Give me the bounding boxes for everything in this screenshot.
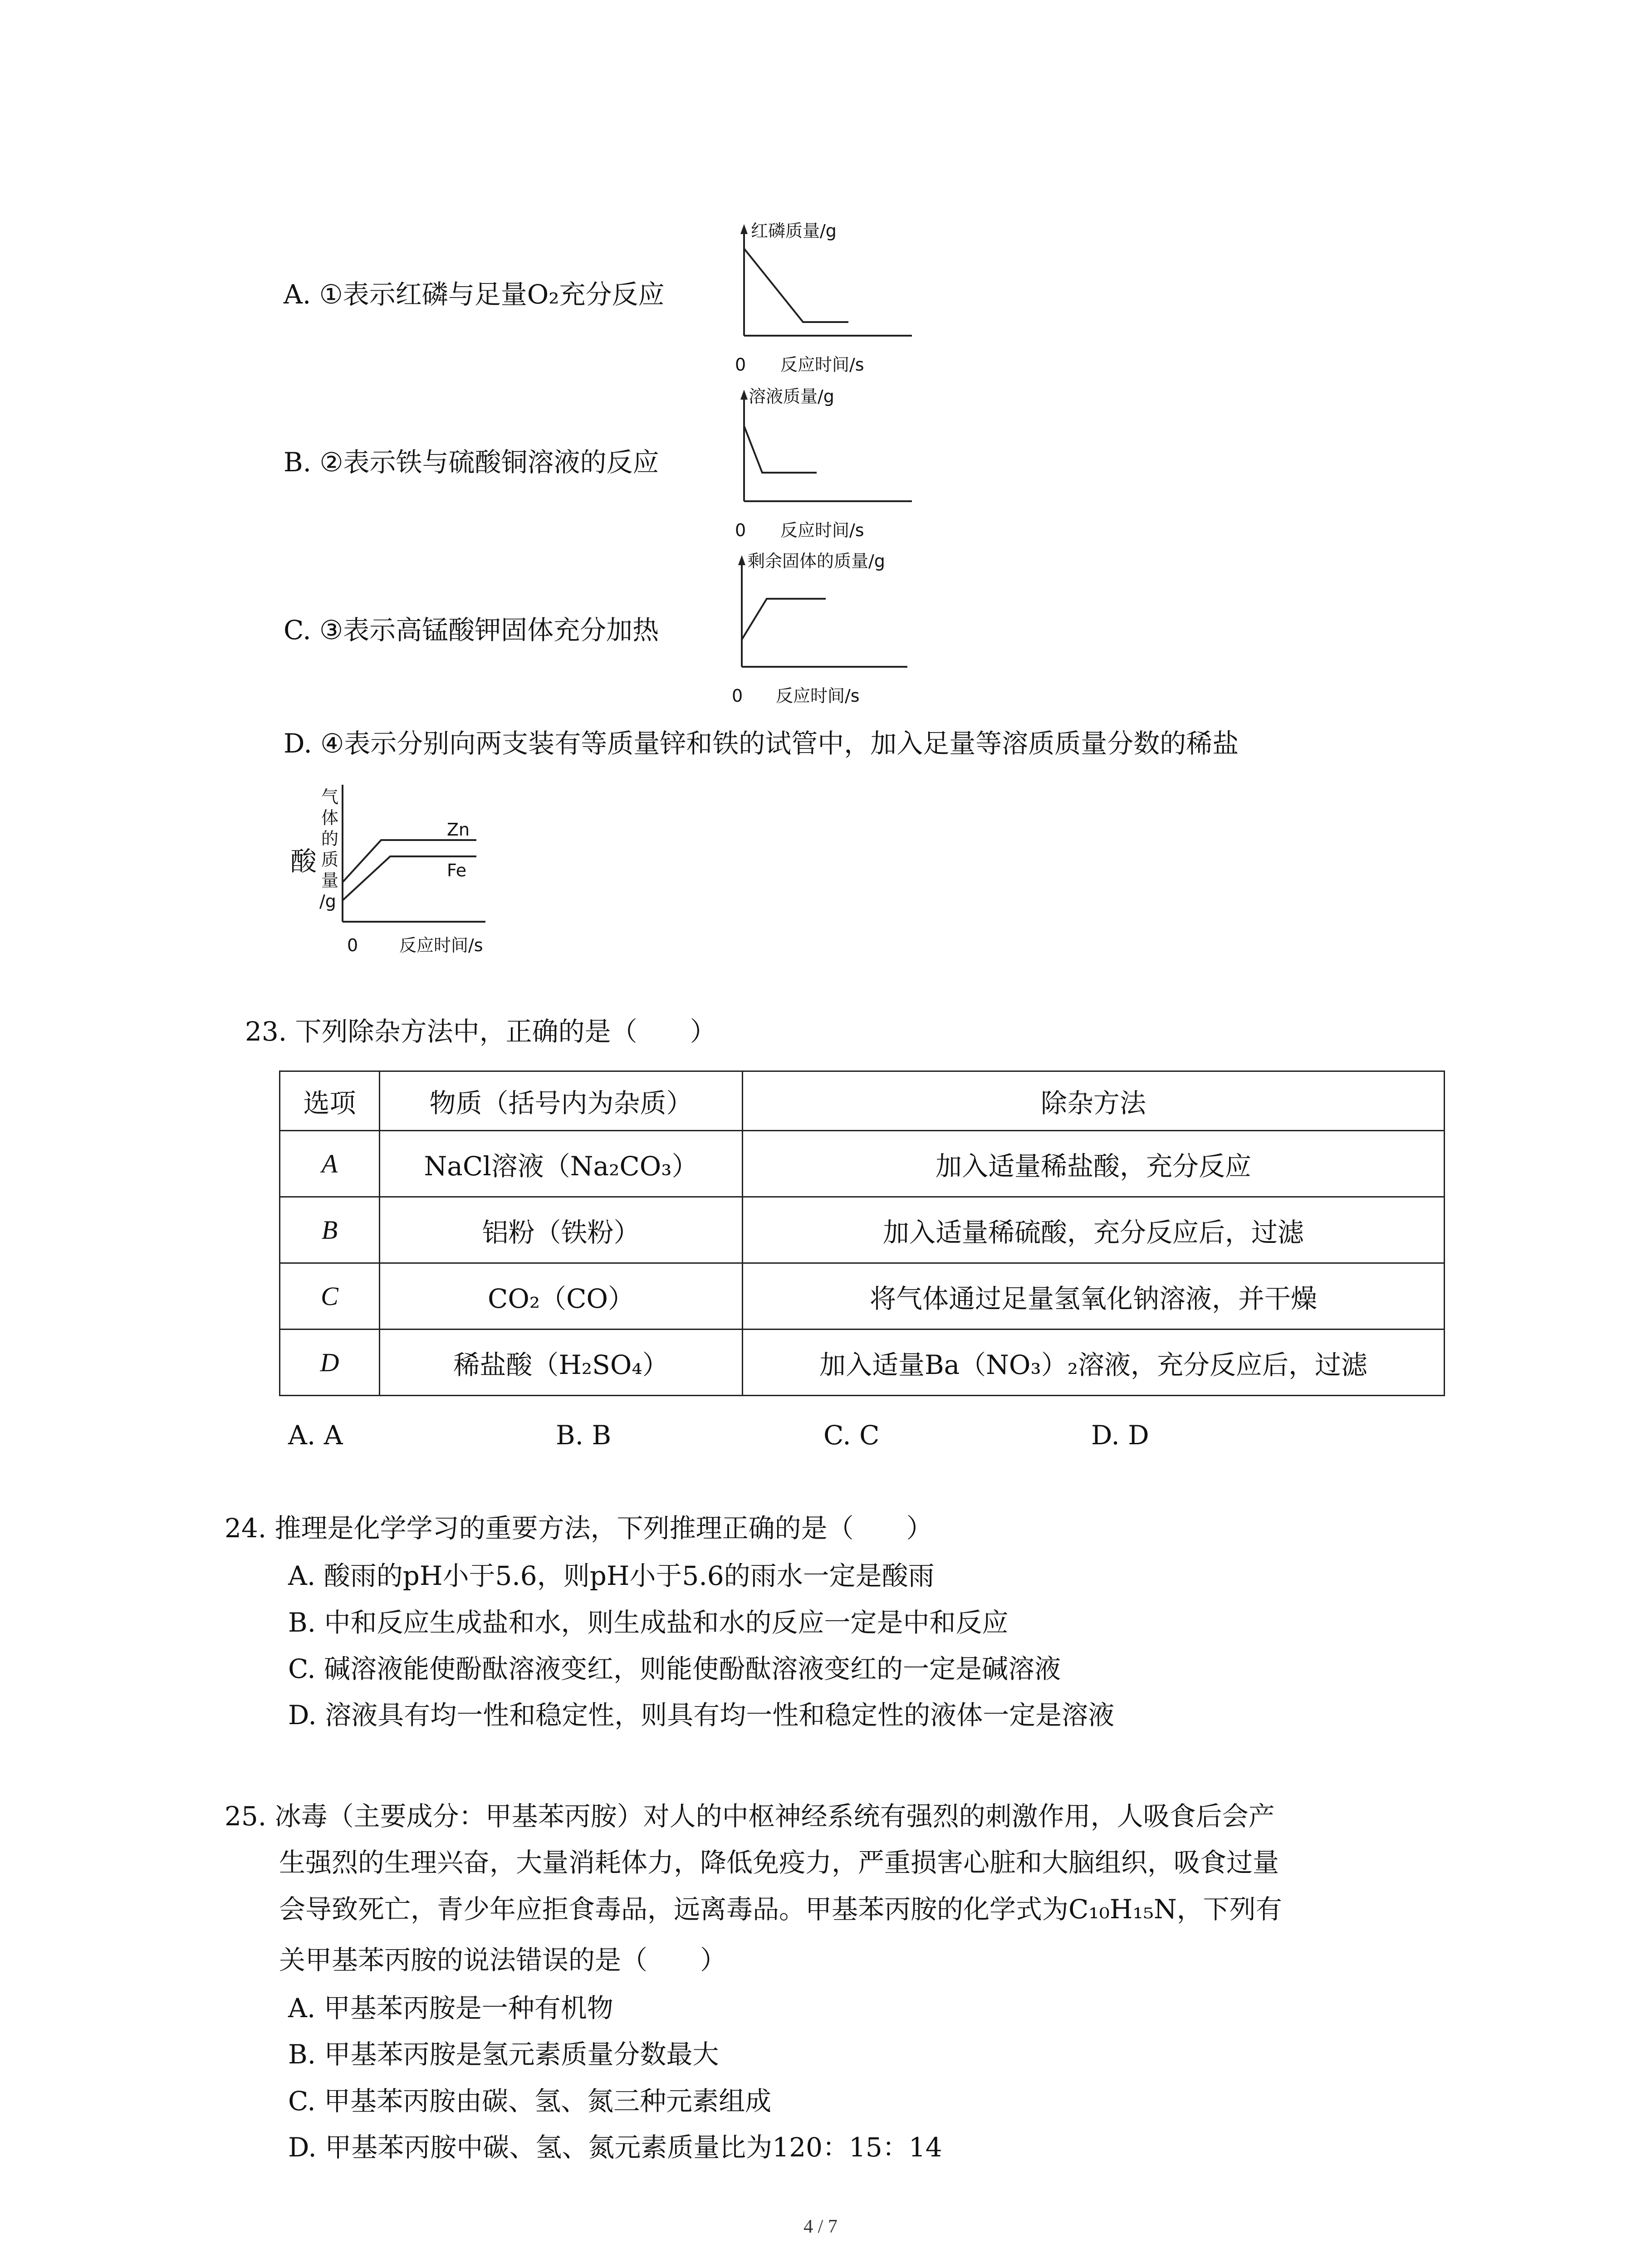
q22-option-c: C. ③表示高锰酸钾固体充分加热 bbox=[284, 615, 659, 645]
graph-1-curve bbox=[744, 249, 848, 322]
q24-option-d: D. 溶液具有均一性和稳定性，则具有均一性和稳定性的液体一定是溶液 bbox=[288, 1700, 1115, 1730]
graph-3-ylabel: 剩余固体的质量/g bbox=[748, 551, 885, 571]
table-row bbox=[280, 1131, 1445, 1197]
graph-3-curve bbox=[742, 599, 826, 640]
q23-table bbox=[279, 1070, 1445, 1396]
q23-choice-b: B. B bbox=[556, 1420, 612, 1451]
graph-1-ylabel: 红磷质量/g bbox=[751, 221, 837, 241]
table-cell-substance: 稀盐酸（H₂SO₄） bbox=[380, 1330, 743, 1396]
q25-option-c: C. 甲基苯丙胺由碳、氢、氮三种元素组成 bbox=[288, 2086, 772, 2116]
graph-4-ylabel-3: 的 bbox=[321, 829, 339, 849]
q22-option-b: B. ②表示铁与硫酸铜溶液的反应 bbox=[284, 447, 659, 478]
table-cell-substance: 铝粉（铁粉） bbox=[380, 1197, 743, 1263]
graph-2-xlabel: 反应时间/s bbox=[780, 520, 864, 540]
q24-option-c: C. 碱溶液能使酚酞溶液变红，则能使酚酞溶液变红的一定是碱溶液 bbox=[288, 1653, 1061, 1684]
q22-option-a: A. ①表示红磷与足量O₂充分反应 bbox=[284, 279, 665, 310]
table-cell-method: 将气体通过足量氢氧化钠溶液，并干燥 bbox=[743, 1263, 1445, 1330]
graph-1-origin: 0 bbox=[735, 355, 746, 375]
q25-option-d: D. 甲基苯丙胺中碳、氢、氮元素质量比为120：15：14 bbox=[288, 2132, 942, 2163]
table-cell-option: A bbox=[280, 1131, 380, 1197]
graph-4-series-fe: Fe bbox=[447, 860, 467, 880]
table-cell-method: 加入适量稀硫酸，充分反应后，过滤 bbox=[743, 1197, 1445, 1263]
graph-4-origin: 0 bbox=[347, 935, 358, 955]
q23-choice-c: C. C bbox=[823, 1420, 880, 1451]
q25-option-b: B. 甲基苯丙胺是氢元素质量分数最大 bbox=[288, 2039, 719, 2070]
graph-2-origin: 0 bbox=[735, 520, 746, 540]
graph-2-svg bbox=[726, 388, 916, 524]
graph-4-ylabel-1: 气 bbox=[321, 787, 339, 807]
graph-4-ylabel-2: 体 bbox=[321, 808, 339, 828]
table-cell-method: 加入适量Ba（NO₃）₂溶液，充分反应后，过滤 bbox=[743, 1330, 1445, 1396]
table-header-row bbox=[280, 1071, 1445, 1131]
q23-choice-d: D. D bbox=[1091, 1420, 1149, 1451]
q24-option-b: B. 中和反应生成盐和水，则生成盐和水的反应一定是中和反应 bbox=[288, 1607, 1009, 1638]
graph-4-ylabel-5: 量 bbox=[321, 870, 339, 890]
table-cell-option: C bbox=[280, 1263, 380, 1330]
graph-1-svg bbox=[726, 222, 916, 358]
table-cell-option: D bbox=[280, 1330, 380, 1396]
table-cell-substance: CO₂（CO） bbox=[380, 1263, 743, 1330]
table-header-cell: 选项 bbox=[280, 1071, 380, 1131]
graph-4-xlabel: 反应时间/s bbox=[399, 935, 483, 955]
q24-option-a: A. 酸雨的pH小于5.6，则pH小于5.6的雨水一定是酸雨 bbox=[288, 1560, 935, 1591]
graph-4-svg bbox=[340, 780, 495, 939]
graph-1-xlabel: 反应时间/s bbox=[780, 355, 864, 375]
table-row bbox=[280, 1263, 1445, 1330]
graph-3-xlabel: 反应时间/s bbox=[776, 686, 860, 706]
q22-option-d: D. ④表示分别向两支装有等质量锌和铁的试管中，加入足量等溶质质量分数的稀盐 bbox=[284, 728, 1239, 759]
q25-option-a: A. 甲基苯丙胺是一种有机物 bbox=[288, 1993, 613, 2024]
q23-choice-a: A. A bbox=[288, 1420, 343, 1451]
q22-option-d-cont: 酸 bbox=[290, 846, 317, 877]
q24-stem: 24. 推理是化学学习的重要方法，下列推理正确的是（ ） bbox=[225, 1513, 933, 1544]
page-number: 4 / 7 bbox=[803, 2216, 838, 2237]
table-header-cell: 除杂方法 bbox=[743, 1071, 1445, 1131]
q25-line-2: 生强烈的生理兴奋，大量消耗体力，降低免疫力，严重损害心脏和大脑组织，吸食过量 bbox=[279, 1847, 1279, 1878]
graph-2-curve bbox=[744, 426, 817, 473]
q25-line-1: 25. 冰毒（主要成分：甲基苯丙胺）对人的中枢神经系统有强烈的刺激作用，人吸食后会产 bbox=[225, 1801, 1275, 1832]
graph-4-ylabel-4: 质 bbox=[321, 850, 339, 870]
table-row bbox=[280, 1197, 1445, 1263]
graph-4-series-zn: Zn bbox=[447, 820, 470, 840]
q25-line-4: 关甲基苯丙胺的说法错误的是（ ） bbox=[279, 1945, 727, 1975]
table-cell-method: 加入适量稀盐酸，充分反应 bbox=[743, 1131, 1445, 1197]
table-header-cell: 物质（括号内为杂质） bbox=[380, 1071, 743, 1131]
q23-stem: 23. 下列除杂方法中，正确的是（ ） bbox=[245, 1016, 716, 1047]
graph-2-ylabel: 溶液质量/g bbox=[749, 386, 834, 406]
graph-3-svg bbox=[726, 553, 916, 689]
table-cell-substance: NaCl溶液（Na₂CO₃） bbox=[380, 1131, 743, 1197]
graph-4-ylabel-6: /g bbox=[319, 891, 336, 911]
table-row bbox=[280, 1330, 1445, 1396]
q25-line-3: 会导致死亡，青少年应拒食毒品，远离毒品。甲基苯丙胺的化学式为C₁₀H₁₅N，下列有 bbox=[279, 1894, 1282, 1925]
graph-3-origin: 0 bbox=[732, 686, 743, 706]
table-cell-option: B bbox=[280, 1197, 380, 1263]
